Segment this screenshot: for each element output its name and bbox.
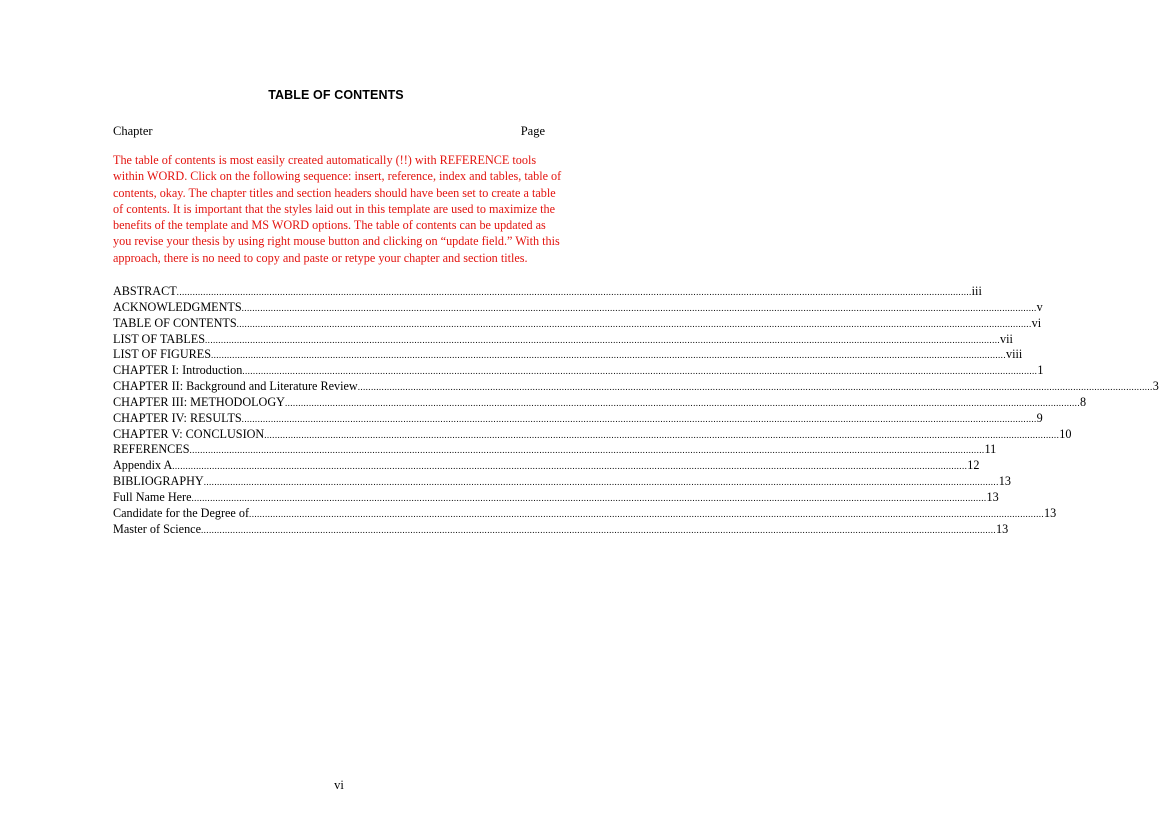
toc-leader-dots: ............................................................................................................................................................................................................................................................................................................ [191,492,987,503]
toc-entry-label: LIST OF TABLES [113,331,206,346]
toc-entry [113,474,1011,490]
toc-entry-page: 13 [996,521,1009,536]
toc-entry [113,521,1009,538]
toc-entry-page: 13 [998,474,1011,489]
toc-leader-dots: ............................................................................................................................................................................................................................................................................................................ [210,350,1006,361]
toc-entry-page: iii [971,284,982,298]
chapter-column-label: Chapter [113,124,153,138]
toc-entry [113,394,1087,411]
toc-entry-page: 8 [1079,394,1087,409]
toc-entry-page: 13 [1044,505,1057,520]
toc-entry-label: Appendix A [113,458,173,473]
toc-entry-page: 9 [1036,410,1043,425]
toc-entry [113,458,980,474]
toc-leader-dots: ............................................................................................................................................................................................................................................................................................................ [203,477,999,488]
toc-leader-dots: ............................................................................................................................................................................................................................................................................................................ [201,524,996,535]
toc-entry-label: LIST OF FIGURES [113,347,211,362]
toc-leader-dots: ............................................................................................................................................................................................................................................................................................................ [189,445,985,456]
toc-entry [113,284,982,300]
toc-entry-label: TABLE OF CONTENTS [113,315,237,330]
toc-leader-dots: ............................................................................................................................................................................................................................................................................................................ [176,287,972,297]
toc-leader-dots: ............................................................................................................................................................................................................................................................................................................ [241,302,1037,313]
toc-leader-dots: ............................................................................................................................................................................................................................................................................................................ [264,429,1060,440]
toc-entry-page: 1 [1037,363,1044,378]
toc-leader-dots: ............................................................................................................................................................................................................................................................................................................ [357,382,1153,393]
toc-entry-page: viii [1005,347,1023,362]
toc-entry-page: 12 [967,458,980,473]
toc-entry-label: ACKNOWLEDGMENTS [113,299,242,314]
toc-entry [113,426,1072,443]
toc-entry-page: 13 [986,489,999,504]
toc-entry [113,315,1042,332]
toc-entry-label: REFERENCES [113,442,190,457]
page-title: TABLE OF CONTENTS [268,88,404,102]
toc-list [113,284,1159,538]
toc-leader-dots: ............................................................................................................................................................................................................................................................................................................ [205,334,1001,345]
toc-entry-label: BIBLIOGRAPHY [113,474,204,489]
toc-entry-page: 10 [1059,426,1072,441]
toc-entry-page: vii [1000,331,1013,346]
toc-leader-dots: ............................................................................................................................................................................................................................................................................................................ [236,318,1032,329]
toc-entry-label: CHAPTER II: Background and Literature Review [113,379,358,394]
toc-leader-dots: ............................................................................................................................................................................................................................................................................................................ [242,366,1038,377]
toc-entry-label: Full Name Here [113,489,192,504]
toc-entry-page: vi [1031,315,1042,330]
toc-entry [113,331,1013,348]
toc-entry-label: Candidate for the Degree of [113,505,250,520]
toc-entry-label: CHAPTER I: Introduction [113,363,243,378]
toc-entry [113,442,997,458]
toc-entry [113,363,1044,379]
toc-entry-page: v [1036,299,1043,314]
toc-entry-label: CHAPTER IV: RESULTS [113,410,242,425]
toc-leader-dots: ............................................................................................................................................................................................................................................................................................................ [284,397,1080,408]
toc-leader-dots: ............................................................................................................................................................................................................................................................................................................ [172,461,968,472]
page-column-label: Page [520,124,545,138]
toc-entry-label: CHAPTER V: CONCLUSION [113,426,265,441]
toc-leader-dots: ............................................................................................................................................................................................................................................................................................................ [249,508,1045,519]
toc-entry-page: 11 [984,442,997,457]
toc-entry [113,410,1043,427]
toc-entry [113,489,999,506]
toc-entry [113,505,1057,522]
toc-leader-dots: ............................................................................................................................................................................................................................................................................................................ [241,413,1037,424]
toc-entry [113,379,1159,395]
toc-entry-label: ABSTRACT [113,284,177,298]
toc-entry-label: Master of Science [113,521,201,536]
toc-entry-page: 3 [1152,379,1159,394]
page-number: vi [334,778,344,792]
toc-entry [113,347,1023,363]
instructions-paragraph: The table of contents is most easily created automatically (!!) with REFERENCE tools within WORD. Click on the following sequence: insert, reference, index and tables, table of contents, okay. The chapter titles and section headers should have been set to create a table of contents. It is important that the styles laid out in this template are used to maximize the benefits of the template and MS WORD options. The table of contents can be updated as you revise your thesis by using right mouse button and clicking on “update field.” With this approach, there is no need to copy and paste or retype your chapter and section titles. [113,153,562,265]
toc-entry [113,299,1043,316]
toc-entry-label: CHAPTER III: METHODOLOGY [113,394,285,409]
